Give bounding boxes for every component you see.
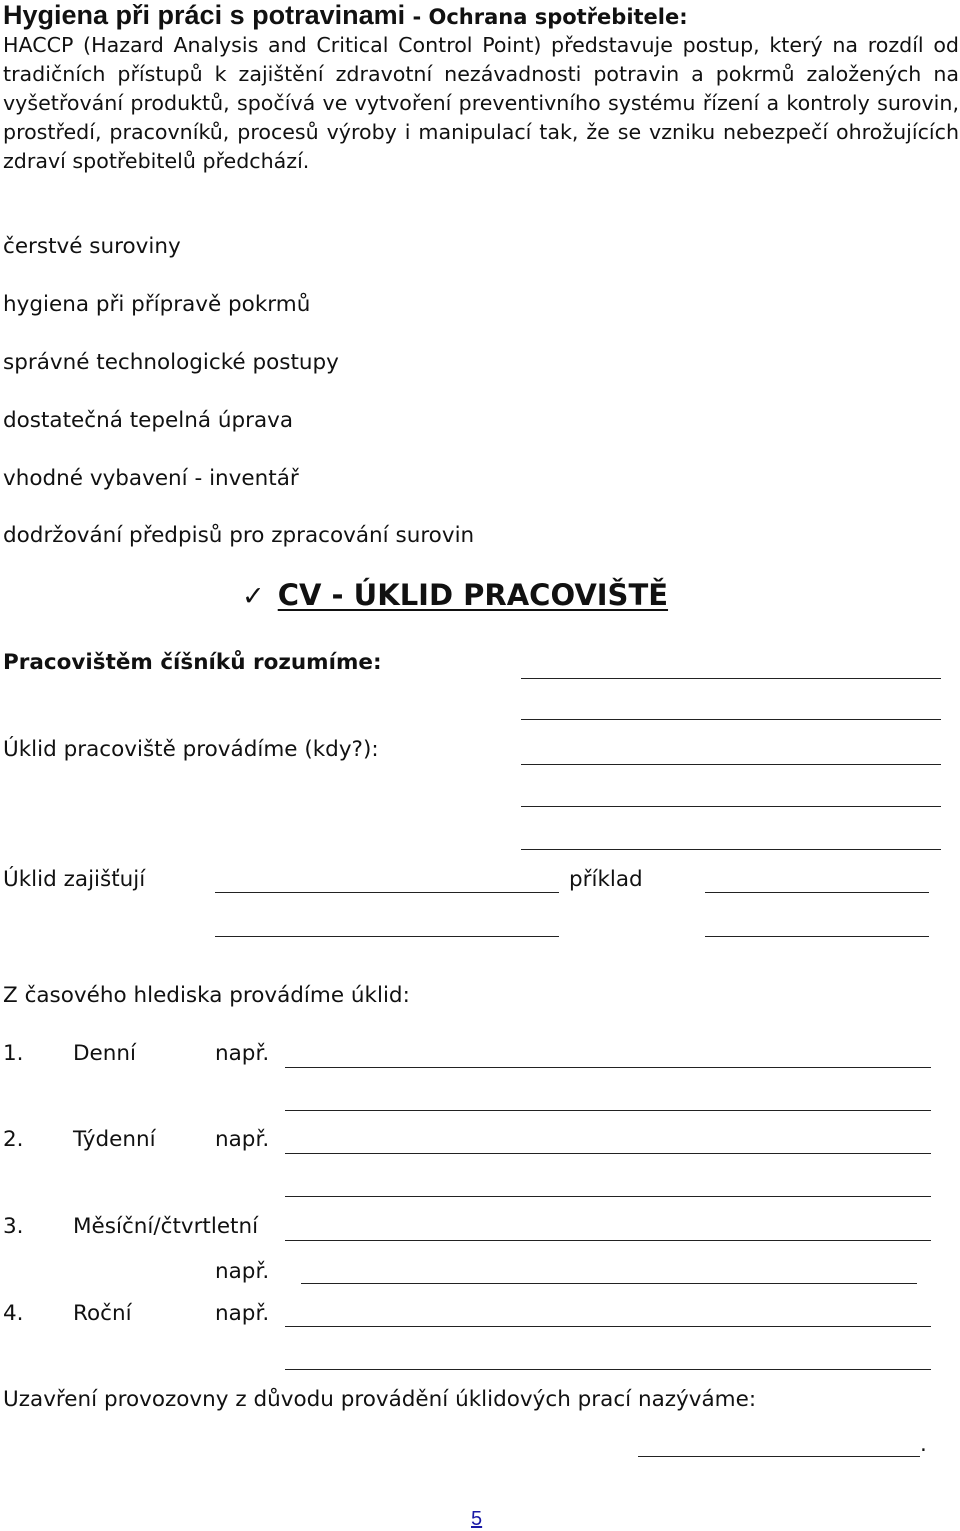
checkmark-icon: ✓ — [242, 581, 265, 612]
answer-line[interactable] — [215, 936, 559, 937]
answer-line[interactable] — [285, 1153, 931, 1154]
answer-line[interactable] — [215, 892, 559, 893]
answer-line[interactable] — [521, 764, 941, 765]
answer-line[interactable] — [521, 678, 941, 679]
answer-line[interactable] — [521, 849, 941, 850]
hygiene-item: dodržování předpisů pro zpracování surovin — [3, 523, 475, 548]
answer-line[interactable] — [521, 806, 941, 807]
hygiene-item: hygiena při přípravě pokrmů — [3, 292, 311, 317]
frequency-number: 3. — [3, 1214, 24, 1239]
answer-line[interactable] — [638, 1456, 920, 1457]
answer-line[interactable] — [521, 719, 941, 720]
answer-line[interactable] — [285, 1369, 931, 1370]
section-heading — [242, 578, 668, 612]
hygiene-item: čerstvé suroviny — [3, 234, 181, 259]
title-subtitle: - Ochrana spotřebitele: — [405, 5, 688, 29]
hygiene-item: vhodné vybavení - inventář — [3, 466, 299, 491]
hygiene-item: správné technologické postupy — [3, 350, 339, 375]
who-label: Úklid zajišťují — [3, 867, 146, 892]
hygiene-item: dostatečná tepelná úprava — [3, 408, 294, 433]
document-title — [3, 0, 688, 31]
answer-line[interactable] — [285, 1110, 931, 1111]
answer-line[interactable] — [285, 1067, 931, 1068]
when-label: Úklid pracoviště provádíme (kdy?): — [3, 737, 379, 762]
section-title: CV - ÚKLID PRACOVIŠTĚ — [277, 578, 669, 612]
example-label: příklad — [569, 867, 643, 892]
answer-line[interactable] — [285, 1240, 931, 1241]
frequency-name: Týdenní — [73, 1127, 156, 1152]
time-label: Z časového hlediska provádíme úklid: — [3, 983, 410, 1008]
frequency-example-label: např. — [215, 1259, 270, 1284]
frequency-example-label: např. — [215, 1041, 270, 1066]
closure-end-dot: . — [920, 1432, 927, 1457]
answer-line[interactable] — [285, 1326, 931, 1327]
frequency-name: Roční — [73, 1301, 132, 1326]
intro-paragraph: HACCP (Hazard Analysis and Critical Control Point) představuje postup, který na rozdíl od tradičních přístupů k zajištění zdravotní nezávadnosti potravin a pokrmů založených na vyšetřování produktů, spočívá ve vytvoření preventivního systému řízení a kontroly surovin, prostředí, pracovníků, procesů výroby i manipulací tak, že se vzniku nebezpečí ohrožujících zdraví spotřebitelů předchází. — [3, 33, 959, 173]
workplace-label: Pracovištěm číšníků rozumíme: — [3, 650, 382, 675]
frequency-name: Denní — [73, 1041, 137, 1066]
frequency-example-label: např. — [215, 1127, 270, 1152]
page-number: 5 — [471, 1508, 483, 1530]
answer-line[interactable] — [285, 1196, 931, 1197]
frequency-number: 1. — [3, 1041, 24, 1066]
answer-line[interactable] — [705, 936, 929, 937]
frequency-number: 4. — [3, 1301, 24, 1326]
answer-line[interactable] — [705, 892, 929, 893]
frequency-name: Měsíční/čtvrtletní — [73, 1214, 259, 1239]
frequency-example-label: např. — [215, 1301, 270, 1326]
closure-label: Uzavření provozovny z důvodu provádění úklidových prací nazýváme: — [3, 1387, 757, 1412]
frequency-number: 2. — [3, 1127, 24, 1152]
title-main: Hygiena při práci s potravinami — [3, 0, 406, 30]
answer-line[interactable] — [301, 1283, 917, 1284]
